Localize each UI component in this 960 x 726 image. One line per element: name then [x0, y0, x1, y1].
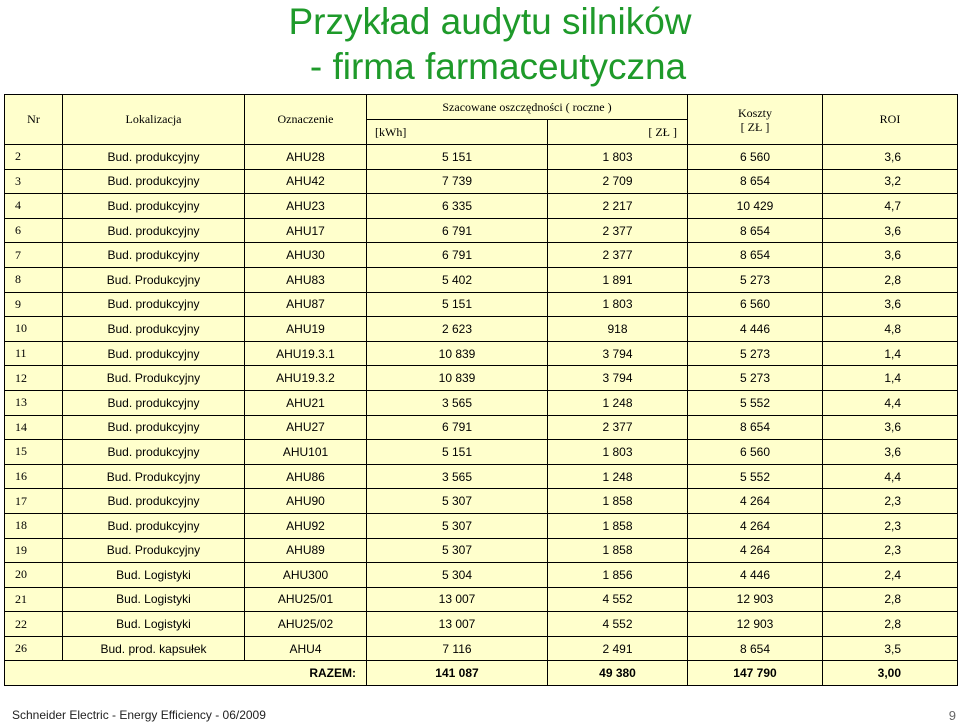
header-oznaczenie: Oznaczenie — [245, 95, 367, 145]
cell-oznaczenie: AHU4 — [245, 636, 367, 661]
cell-roi: 2,3 — [823, 513, 958, 538]
cell-oznaczenie: AHU25/01 — [245, 587, 367, 612]
cell-oznaczenie: AHU30 — [245, 243, 367, 268]
cell-nr: 3 — [5, 169, 63, 194]
cell-zl: 1 248 — [548, 464, 688, 489]
cell-kwh: 10 839 — [367, 366, 548, 391]
cell-zl: 1 891 — [548, 267, 688, 292]
cell-zl: 1 858 — [548, 513, 688, 538]
cell-nr: 13 — [5, 390, 63, 415]
cell-koszt: 4 446 — [688, 317, 823, 342]
table-row — [5, 563, 958, 588]
cell-nr: 4 — [5, 194, 63, 219]
cell-kwh: 10 839 — [367, 341, 548, 366]
cell-nr: 21 — [5, 587, 63, 612]
cell-oznaczenie: AHU19 — [245, 317, 367, 342]
cell-roi: 3,6 — [823, 218, 958, 243]
cell-oznaczenie: AHU92 — [245, 513, 367, 538]
cell-kwh: 7 739 — [367, 169, 548, 194]
cell-lokalizacja: Bud. produkcyjny — [63, 513, 245, 538]
table-row — [5, 415, 958, 440]
cell-koszt: 12 903 — [688, 612, 823, 637]
cell-oznaczenie: AHU101 — [245, 440, 367, 465]
cell-zl: 1 803 — [548, 292, 688, 317]
table-row — [5, 218, 958, 243]
table-row — [5, 464, 958, 489]
cell-kwh: 2 623 — [367, 317, 548, 342]
cell-koszt: 5 273 — [688, 341, 823, 366]
cell-oznaczenie: AHU83 — [245, 267, 367, 292]
header-roi: ROI — [823, 95, 958, 145]
cell-kwh: 5 307 — [367, 538, 548, 563]
cell-oznaczenie: AHU19.3.1 — [245, 341, 367, 366]
table-row — [5, 292, 958, 317]
cell-kwh: 6 791 — [367, 415, 548, 440]
cell-lokalizacja: Bud. produkcyjny — [63, 341, 245, 366]
cell-kwh: 3 565 — [367, 464, 548, 489]
header-koszty-line1: Koszty — [738, 105, 772, 120]
cell-lokalizacja: Bud. produkcyjny — [63, 218, 245, 243]
cell-roi: 2,8 — [823, 587, 958, 612]
total-row — [5, 661, 958, 686]
cell-roi: 3,6 — [823, 243, 958, 268]
footer-text: Schneider Electric - Energy Efficiency - 06/2009 — [12, 708, 266, 722]
cell-koszt: 6 560 — [688, 145, 823, 170]
cell-zl: 3 794 — [548, 341, 688, 366]
cell-roi: 4,8 — [823, 317, 958, 342]
cell-roi: 3,6 — [823, 440, 958, 465]
table-row — [5, 440, 958, 465]
cell-kwh: 5 307 — [367, 489, 548, 514]
cell-kwh: 6 791 — [367, 243, 548, 268]
table-row — [5, 194, 958, 219]
cell-nr: 6 — [5, 218, 63, 243]
cell-koszt: 6 560 — [688, 440, 823, 465]
cell-nr: 18 — [5, 513, 63, 538]
cell-nr: 22 — [5, 612, 63, 637]
cell-roi: 4,4 — [823, 390, 958, 415]
cell-nr: 19 — [5, 538, 63, 563]
cell-kwh: 13 007 — [367, 587, 548, 612]
cell-oznaczenie: AHU300 — [245, 563, 367, 588]
cell-koszt: 8 654 — [688, 636, 823, 661]
table-row — [5, 145, 958, 170]
cell-lokalizacja: Bud. Produkcyjny — [63, 366, 245, 391]
table-row — [5, 169, 958, 194]
cell-zl: 2 217 — [548, 194, 688, 219]
audit-table — [4, 94, 958, 686]
cell-lokalizacja: Bud. produkcyjny — [63, 440, 245, 465]
cell-oznaczenie: AHU86 — [245, 464, 367, 489]
cell-oznaczenie: AHU27 — [245, 415, 367, 440]
cell-zl: 2 377 — [548, 243, 688, 268]
cell-koszt: 5 273 — [688, 366, 823, 391]
total-koszt: 147 790 — [688, 661, 823, 686]
cell-lokalizacja: Bud. produkcyjny — [63, 145, 245, 170]
table-row — [5, 267, 958, 292]
cell-roi: 2,4 — [823, 563, 958, 588]
cell-kwh: 6 791 — [367, 218, 548, 243]
cell-oznaczenie: AHU42 — [245, 169, 367, 194]
cell-koszt: 5 552 — [688, 390, 823, 415]
cell-roi: 3,5 — [823, 636, 958, 661]
cell-roi: 1,4 — [823, 366, 958, 391]
cell-nr: 10 — [5, 317, 63, 342]
cell-nr: 20 — [5, 563, 63, 588]
cell-koszt: 4 264 — [688, 538, 823, 563]
cell-nr: 16 — [5, 464, 63, 489]
total-zl: 49 380 — [548, 661, 688, 686]
cell-oznaczenie: AHU87 — [245, 292, 367, 317]
header-zl: [ ZŁ ] — [548, 120, 688, 145]
cell-zl: 3 794 — [548, 366, 688, 391]
cell-zl: 1 803 — [548, 440, 688, 465]
cell-koszt: 12 903 — [688, 587, 823, 612]
header-koszty-line2: [ ZŁ ] — [740, 119, 770, 134]
header-nr: Nr — [5, 95, 63, 145]
cell-kwh: 13 007 — [367, 612, 548, 637]
table-row — [5, 538, 958, 563]
cell-nr: 15 — [5, 440, 63, 465]
table-row — [5, 513, 958, 538]
table-row — [5, 390, 958, 415]
cell-kwh: 3 565 — [367, 390, 548, 415]
cell-koszt: 4 264 — [688, 489, 823, 514]
cell-zl: 1 803 — [548, 145, 688, 170]
cell-koszt: 4 446 — [688, 563, 823, 588]
cell-koszt: 8 654 — [688, 415, 823, 440]
cell-oznaczenie: AHU89 — [245, 538, 367, 563]
cell-lokalizacja: Bud. produkcyjny — [63, 243, 245, 268]
cell-kwh: 5 151 — [367, 292, 548, 317]
header-lokalizacja: Lokalizacja — [63, 95, 245, 145]
table-row — [5, 366, 958, 391]
cell-lokalizacja: Bud. prod. kapsułek — [63, 636, 245, 661]
cell-kwh: 5 151 — [367, 145, 548, 170]
cell-oznaczenie: AHU28 — [245, 145, 367, 170]
cell-roi: 3,6 — [823, 415, 958, 440]
total-kwh: 141 087 — [367, 661, 548, 686]
cell-roi: 2,3 — [823, 489, 958, 514]
cell-zl: 1 858 — [548, 489, 688, 514]
page-title: Przykład audytu silników — [288, 1, 692, 42]
cell-kwh: 6 335 — [367, 194, 548, 219]
cell-lokalizacja: Bud. Produkcyjny — [63, 464, 245, 489]
cell-koszt: 5 273 — [688, 267, 823, 292]
cell-zl: 2 709 — [548, 169, 688, 194]
cell-lokalizacja: Bud. produkcyjny — [63, 317, 245, 342]
cell-koszt: 4 264 — [688, 513, 823, 538]
cell-nr: 8 — [5, 267, 63, 292]
cell-zl: 4 552 — [548, 612, 688, 637]
total-label: RAZEM: — [5, 661, 367, 686]
table-row — [5, 636, 958, 661]
cell-roi: 1,4 — [823, 341, 958, 366]
cell-lokalizacja: Bud. produkcyjny — [63, 194, 245, 219]
cell-zl: 1 248 — [548, 390, 688, 415]
table-body — [5, 145, 958, 661]
cell-kwh: 5 402 — [367, 267, 548, 292]
cell-roi: 4,7 — [823, 194, 958, 219]
cell-kwh: 5 307 — [367, 513, 548, 538]
cell-oznaczenie: AHU23 — [245, 194, 367, 219]
table-row — [5, 341, 958, 366]
cell-lokalizacja: Bud. Produkcyjny — [63, 267, 245, 292]
cell-nr: 26 — [5, 636, 63, 661]
cell-lokalizacja: Bud. Logistyki — [63, 563, 245, 588]
cell-zl: 2 491 — [548, 636, 688, 661]
cell-oznaczenie: AHU25/02 — [245, 612, 367, 637]
cell-koszt: 8 654 — [688, 218, 823, 243]
cell-nr: 11 — [5, 341, 63, 366]
table-row — [5, 317, 958, 342]
cell-nr: 17 — [5, 489, 63, 514]
cell-lokalizacja: Bud. produkcyjny — [63, 489, 245, 514]
header-savings: Szacowane oszczędności ( roczne ) — [367, 95, 688, 120]
total-roi: 3,00 — [823, 661, 958, 686]
header-kwh: [kWh] — [367, 120, 548, 145]
cell-koszt: 5 552 — [688, 464, 823, 489]
cell-kwh: 5 304 — [367, 563, 548, 588]
table-row — [5, 489, 958, 514]
cell-nr: 7 — [5, 243, 63, 268]
cell-kwh: 7 116 — [367, 636, 548, 661]
cell-zl: 918 — [548, 317, 688, 342]
cell-roi: 2,8 — [823, 267, 958, 292]
cell-lokalizacja: Bud. Logistyki — [63, 587, 245, 612]
cell-oznaczenie: AHU17 — [245, 218, 367, 243]
table-row — [5, 243, 958, 268]
cell-roi: 3,6 — [823, 145, 958, 170]
cell-koszt: 6 560 — [688, 292, 823, 317]
cell-zl: 1 856 — [548, 563, 688, 588]
cell-lokalizacja: Bud. produkcyjny — [63, 292, 245, 317]
cell-nr: 2 — [5, 145, 63, 170]
cell-roi: 3,2 — [823, 169, 958, 194]
cell-roi: 3,6 — [823, 292, 958, 317]
cell-roi: 2,3 — [823, 538, 958, 563]
cell-oznaczenie: AHU19.3.2 — [245, 366, 367, 391]
cell-lokalizacja: Bud. produkcyjny — [63, 390, 245, 415]
page-number: 9 — [948, 708, 956, 723]
header-koszty — [688, 95, 823, 145]
cell-nr: 12 — [5, 366, 63, 391]
cell-zl: 2 377 — [548, 415, 688, 440]
cell-roi: 2,8 — [823, 612, 958, 637]
cell-koszt: 8 654 — [688, 243, 823, 268]
cell-oznaczenie: AHU21 — [245, 390, 367, 415]
cell-zl: 2 377 — [548, 218, 688, 243]
cell-lokalizacja: Bud. produkcyjny — [63, 169, 245, 194]
cell-kwh: 5 151 — [367, 440, 548, 465]
table-row — [5, 612, 958, 637]
cell-lokalizacja: Bud. produkcyjny — [63, 415, 245, 440]
cell-lokalizacja: Bud. Logistyki — [63, 612, 245, 637]
table-row — [5, 587, 958, 612]
cell-koszt: 10 429 — [688, 194, 823, 219]
cell-lokalizacja: Bud. Produkcyjny — [63, 538, 245, 563]
cell-zl: 4 552 — [548, 587, 688, 612]
cell-oznaczenie: AHU90 — [245, 489, 367, 514]
cell-zl: 1 858 — [548, 538, 688, 563]
cell-nr: 9 — [5, 292, 63, 317]
page-subtitle: - firma farmaceutyczna — [309, 46, 687, 87]
header-row-1 — [5, 95, 958, 120]
cell-roi: 4,4 — [823, 464, 958, 489]
cell-nr: 14 — [5, 415, 63, 440]
cell-koszt: 8 654 — [688, 169, 823, 194]
